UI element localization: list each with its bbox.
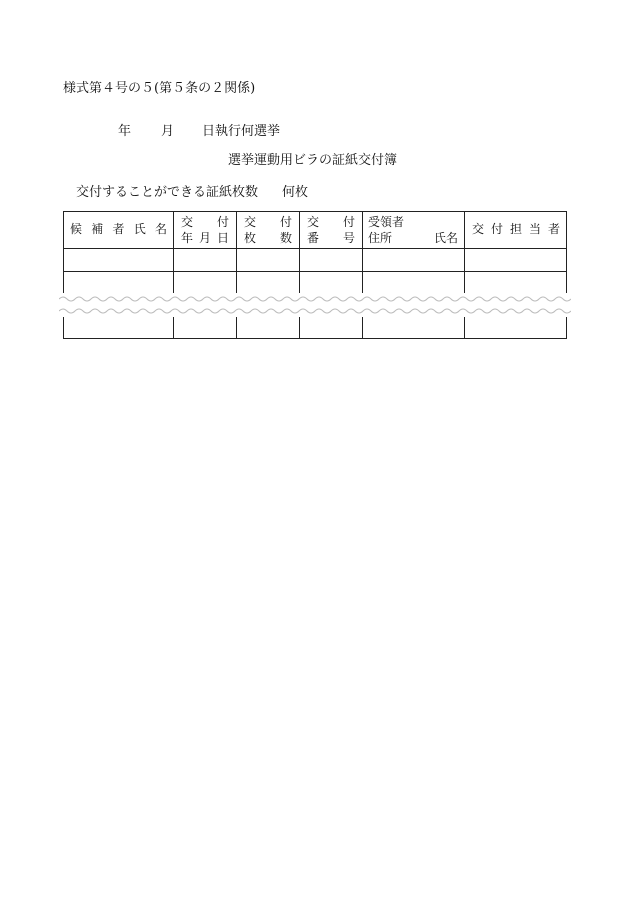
table-border xyxy=(63,338,567,339)
year-label: 年 xyxy=(118,124,132,139)
header-issue-number-bottom: 番 号 xyxy=(307,231,355,245)
header-issue-date-top: 交 付 xyxy=(181,215,229,229)
column-divider xyxy=(236,211,237,339)
header-recipient-title: 受領者 xyxy=(368,215,405,229)
column-divider xyxy=(299,211,300,339)
document-title: 選挙運動用ビラの証紙交付簿 xyxy=(228,153,398,168)
omitted-rows-break xyxy=(59,293,571,317)
table-divider xyxy=(63,271,567,272)
issue-register-table xyxy=(63,211,567,339)
table-border xyxy=(63,211,567,212)
header-issue-date-bottom: 年 月 日 xyxy=(181,231,229,245)
header-candidate-name: 候 補 者 氏 名 xyxy=(70,222,167,236)
table-divider xyxy=(63,248,567,249)
election-date-line xyxy=(118,124,280,140)
issuable-count-label: 交付することができる証紙枚数 xyxy=(76,185,259,200)
table-border xyxy=(566,211,567,339)
header-issuing-officer: 交 付 担 当 者 xyxy=(472,222,560,236)
header-issue-number-top: 交 付 xyxy=(307,215,355,229)
break-wave-bottom xyxy=(59,307,571,315)
break-wave-top xyxy=(59,295,571,303)
header-issue-count-top: 交 付 xyxy=(244,215,292,229)
header-recipient-address-name: 住所 氏名 xyxy=(368,231,458,245)
column-divider xyxy=(362,211,363,339)
column-divider xyxy=(464,211,465,339)
header-issue-count-bottom: 枚 数 xyxy=(244,231,292,245)
issuable-count-line xyxy=(76,185,308,201)
table-border xyxy=(63,211,64,339)
issuable-count-value: 何枚 xyxy=(282,185,309,200)
day-election-label: 日執行何選挙 xyxy=(202,124,281,139)
month-label: 月 xyxy=(161,124,175,139)
column-divider xyxy=(173,211,174,339)
form-number: 様式第４号の５(第５条の２関係) xyxy=(63,81,256,96)
